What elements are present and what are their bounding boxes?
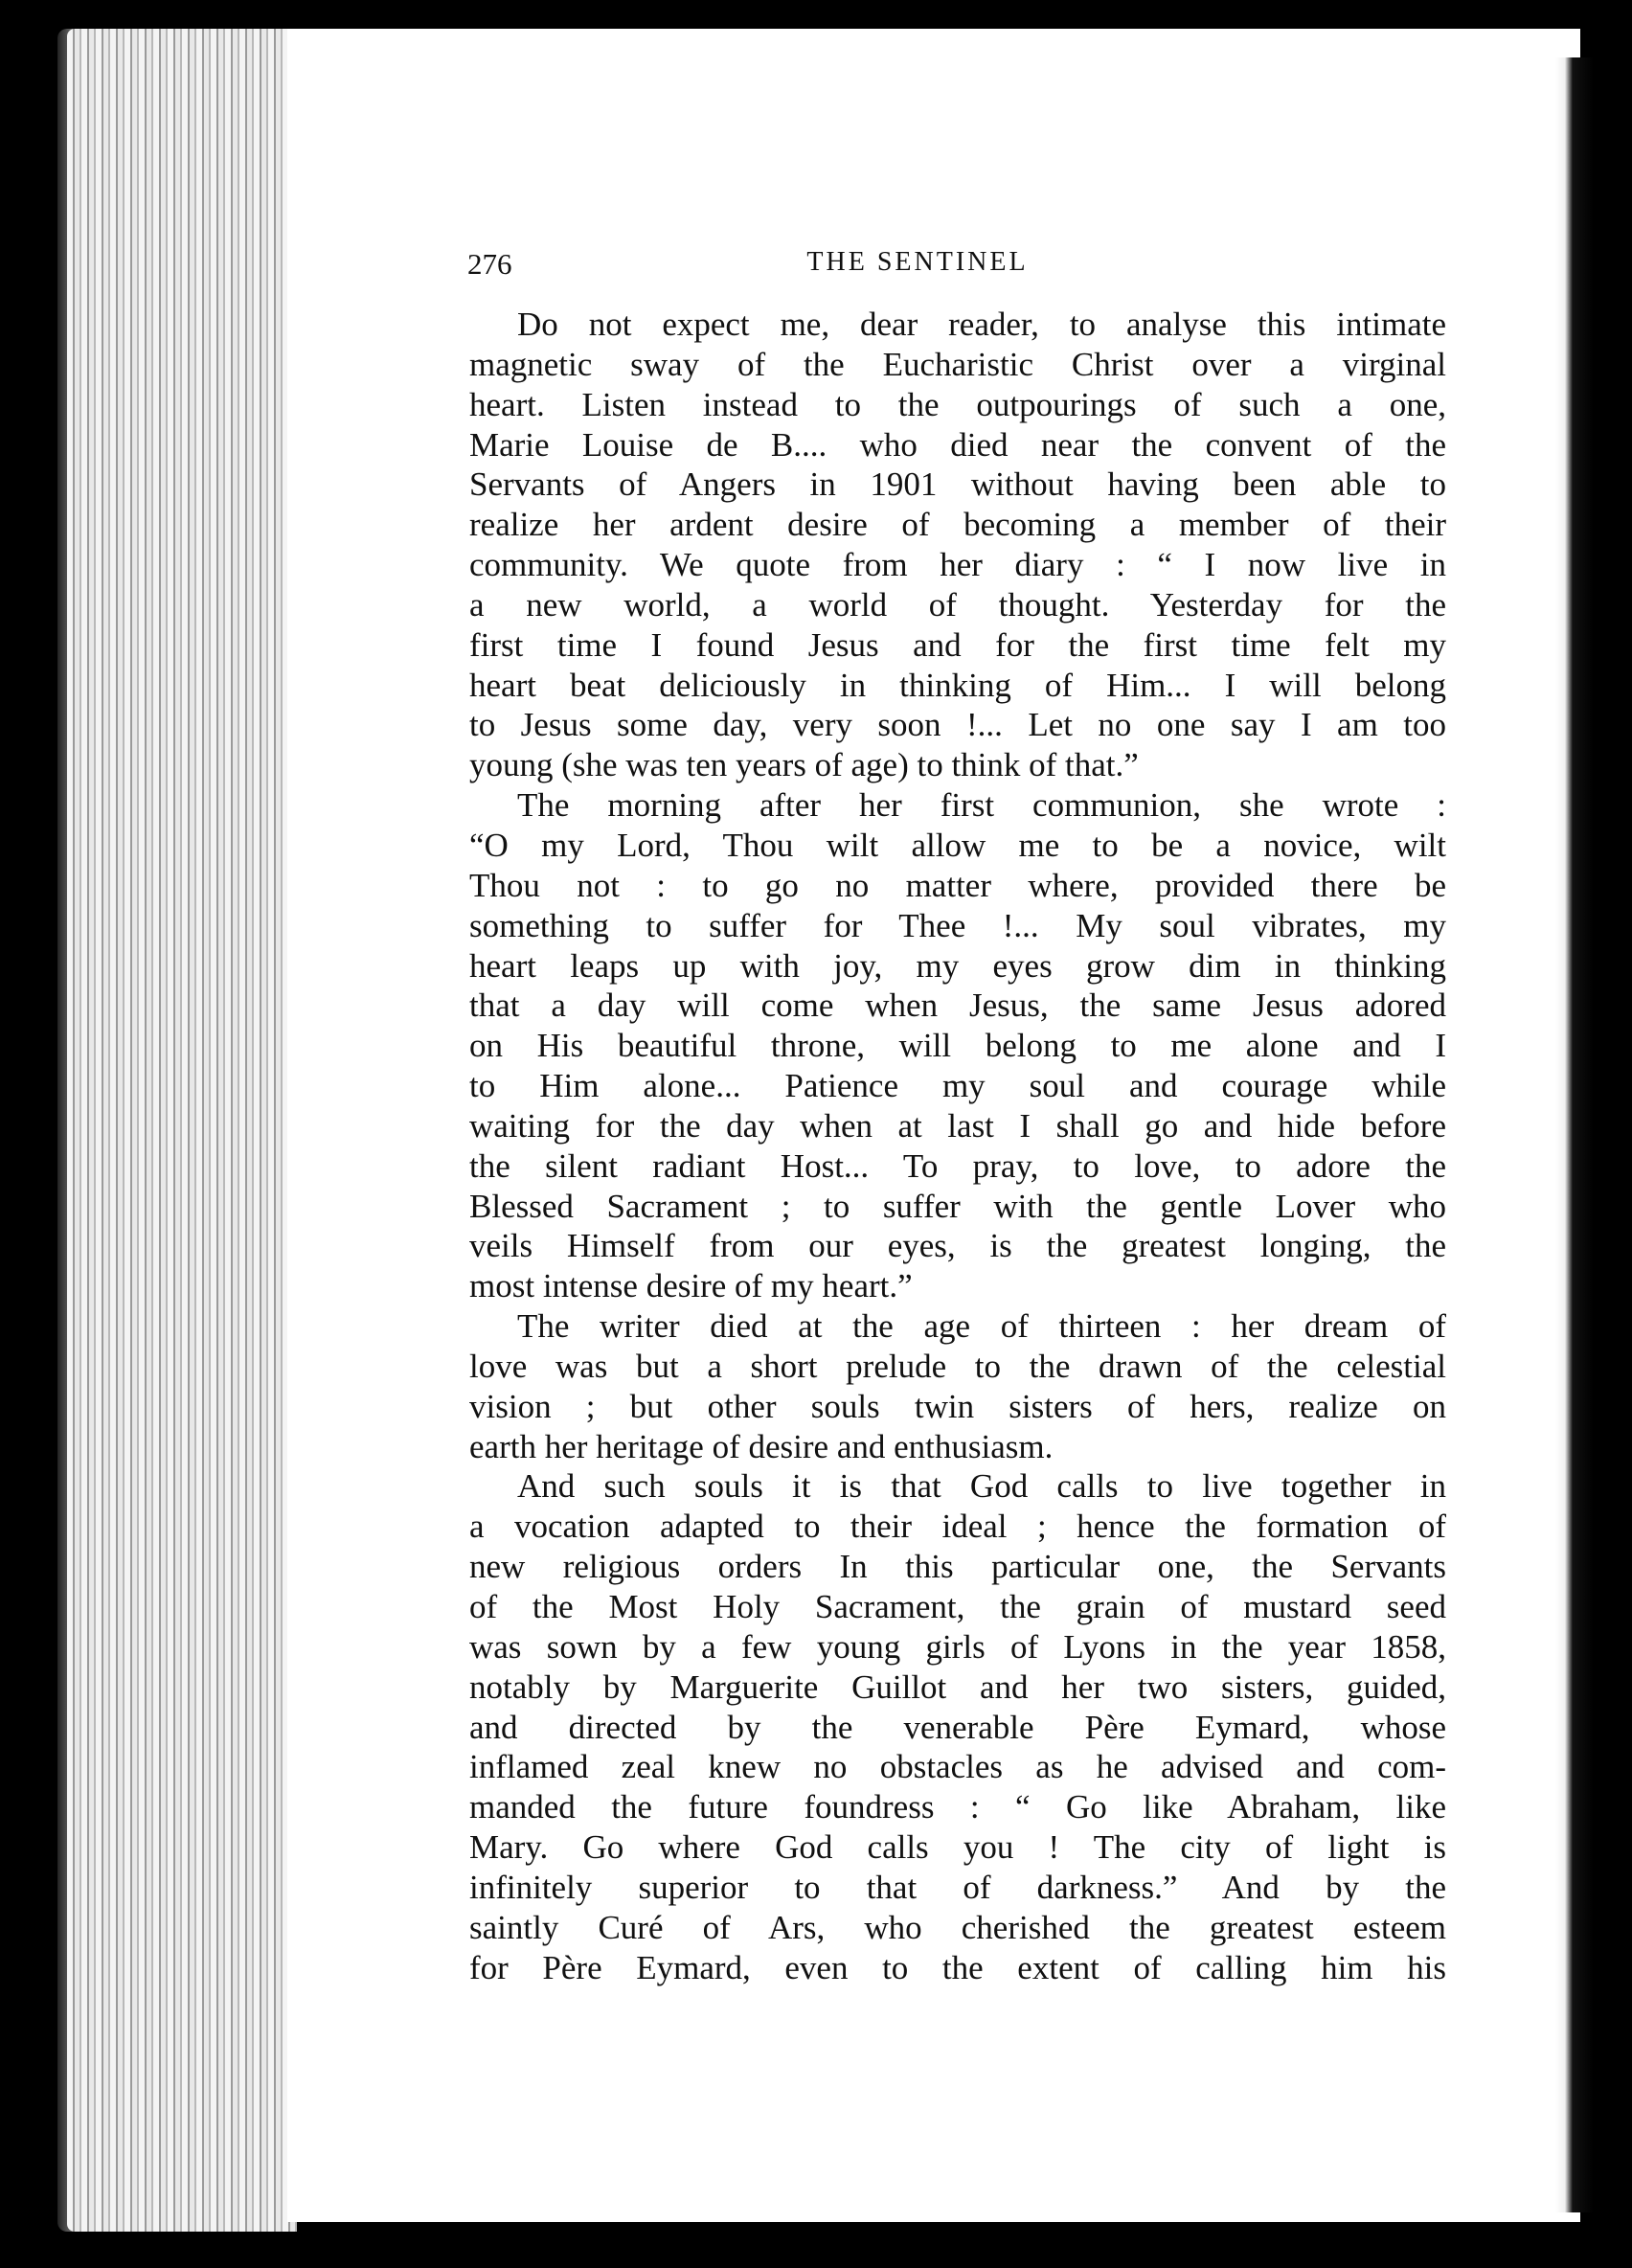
text-line: veils Himself from our eyes, is the greatest longing, the (469, 1227, 1446, 1265)
text-line: and directed by the venerable Père Eymard, whose (469, 1708, 1446, 1746)
paragraph (469, 305, 1446, 785)
text-line: inflamed zeal knew no obstacles as he advised and com- (469, 1748, 1446, 1786)
text-line: waiting for the day when at last I shall go and hide before (469, 1106, 1446, 1145)
text-line: saintly Curé of Ars, who cherished the greatest esteem (469, 1908, 1446, 1946)
body-text (469, 305, 1446, 1987)
running-title: THE SENTINEL (806, 247, 1029, 277)
text-line: that a day will come when Jesus, the same Jesus adored (469, 987, 1446, 1025)
text-line: young (she was ten years of age) to think of that.” (469, 746, 1139, 784)
text-line: notably by Marguerite Guillot and her two sisters, guided, (469, 1667, 1446, 1706)
text-line: community. We quote from her diary : “ I now live in (469, 546, 1446, 584)
text-line: for Père Eymard, even to the extent of calling him his (469, 1948, 1446, 1986)
text-line: a new world, a world of thought. Yesterday for the (469, 585, 1446, 624)
text-line: Thou not : to go no matter where, provided there be (469, 866, 1446, 904)
paragraph (469, 785, 1446, 1306)
text-line: realize her ardent desire of becoming a member of their (469, 506, 1446, 544)
text-line: Mary. Go where God calls you ! The city of light is (469, 1828, 1446, 1867)
text-line: infinitely superior to that of darkness.” And by the (469, 1868, 1446, 1906)
text-line: manded the future foundress : “ Go like Abraham, like (469, 1788, 1446, 1826)
text-line: something to suffer for Thee !... My soul vibrates, my (469, 906, 1446, 944)
text-line: the silent radiant Host... To pray, to love, to adore the (469, 1146, 1446, 1185)
text-line: And such souls it is that God calls to live together in (517, 1467, 1446, 1506)
text-line: Marie Louise de B.... who died near the convent of the (469, 425, 1446, 464)
text-line: Blessed Sacrament ; to suffer with the gentle Lover who (469, 1187, 1446, 1225)
text-line: heart leaps up with joy, my eyes grow dim in thinking (469, 946, 1446, 985)
text-line: a vocation adapted to their ideal ; hence the formation of (469, 1508, 1446, 1546)
text-line: heart beat deliciously in thinking of Him... I will belong (469, 666, 1446, 704)
text-line: most intense desire of my heart.” (469, 1267, 913, 1305)
running-head (467, 247, 1444, 295)
paragraph (469, 1466, 1446, 1987)
text-line: Servants of Angers in 1901 without having been able to (469, 465, 1446, 504)
text-line: Do not expect me, dear reader, to analyse this intimate (517, 306, 1446, 343)
text-line: new religious orders In this particular one, the Servants (469, 1548, 1446, 1586)
text-line: love was but a short prelude to the drawn of the celestial (469, 1347, 1446, 1385)
text-line: vision ; but other souls twin sisters of hers, realize on (469, 1387, 1446, 1425)
text-line: of the Most Holy Sacrament, the grain of mustard seed (469, 1588, 1446, 1625)
text-line: to Him alone... Patience my soul and courage while (469, 1067, 1446, 1105)
text-line: to Jesus some day, very soon !... Let no one say I am too (469, 706, 1446, 744)
binding-shadow (1555, 57, 1632, 2212)
text-line: first time I found Jesus and for the first time felt my (469, 625, 1446, 664)
text-line: on His beautiful throne, will belong to me alone and I (469, 1027, 1446, 1065)
page-number: 276 (467, 247, 512, 281)
text-line: The writer died at the age of thirteen : her dream of (517, 1307, 1446, 1346)
paragraph (469, 1306, 1446, 1466)
text-line: “O my Lord, Thou wilt allow me to be a novice, wilt (469, 826, 1446, 864)
stacked-page-edges (67, 29, 297, 2232)
text-line: was sown by a few young girls of Lyons in the year 1858, (469, 1627, 1446, 1666)
text-line: The morning after her first communion, she wrote : (517, 786, 1446, 825)
text-line: magnetic sway of the Eucharistic Christ over a virginal (469, 345, 1446, 383)
text-line: heart. Listen instead to the outpourings of such a one, (469, 385, 1446, 423)
text-line: earth her heritage of desire and enthusiasm. (469, 1427, 1054, 1465)
